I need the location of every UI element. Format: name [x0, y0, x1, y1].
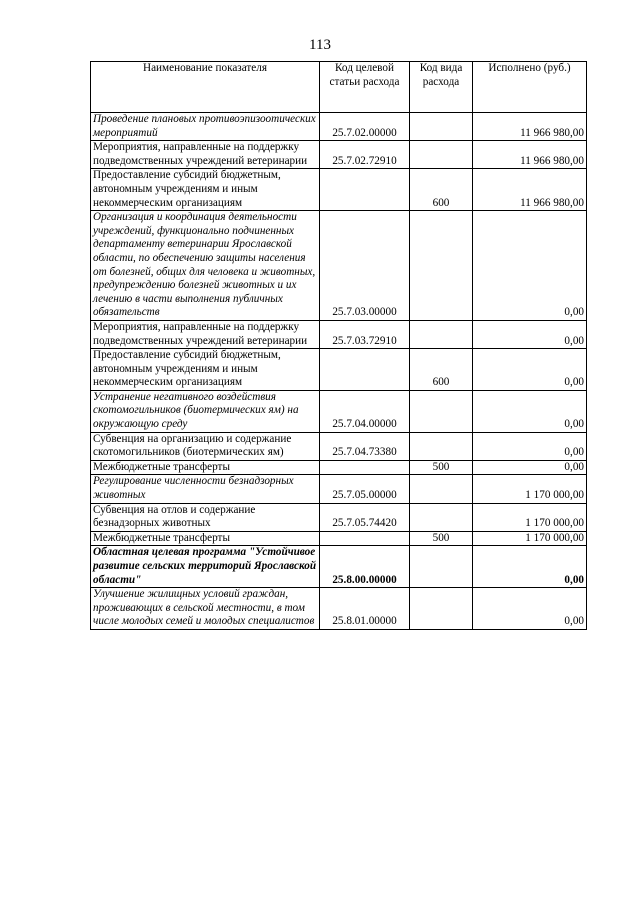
row-name-cell: Улучшение жилищных условий граждан, проживающих в сельской местности, в том числе молодых семей и молодых специалистов: [91, 588, 320, 630]
row-name-cell: Предоставление субсидий бюджетным, автономным учреждениям и иным некоммерческим организациям: [91, 349, 320, 391]
table-row: [91, 475, 587, 503]
table-row: [91, 141, 587, 169]
row-code-cell: [320, 531, 410, 546]
table-row: [91, 390, 587, 432]
row-code-cell: [320, 460, 410, 475]
row-type-cell: [410, 113, 473, 141]
row-code-cell: 25.8.00.00000: [320, 546, 410, 588]
row-name-cell: Межбюджетные трансферты: [91, 460, 320, 475]
row-name-cell: Регулирование численности безнадзорных животных: [91, 475, 320, 503]
row-amount-cell: 0,00: [473, 460, 587, 475]
row-code-cell: 25.7.04.73380: [320, 432, 410, 460]
row-amount-cell: 11 966 980,00: [473, 113, 587, 141]
row-code-cell: 25.7.05.74420: [320, 503, 410, 531]
table-row: [91, 588, 587, 630]
row-type-cell: [410, 475, 473, 503]
row-code-cell: 25.7.05.00000: [320, 475, 410, 503]
row-name-cell: Мероприятия, направленные на поддержку подведомственных учреждений ветеринарии: [91, 141, 320, 169]
row-amount-cell: 0,00: [473, 546, 587, 588]
row-type-cell: 600: [410, 349, 473, 391]
row-amount-cell: 11 966 980,00: [473, 169, 587, 211]
row-code-cell: 25.7.02.72910: [320, 141, 410, 169]
row-amount-cell: 0,00: [473, 211, 587, 321]
table-row: [91, 531, 587, 546]
row-code-cell: 25.7.04.00000: [320, 390, 410, 432]
table-row: [91, 320, 587, 348]
table-row: [91, 503, 587, 531]
row-name-cell: Субвенция на организацию и содержание скотомогильников (биотермических ям): [91, 432, 320, 460]
row-code-cell: 25.7.03.72910: [320, 320, 410, 348]
table-row: [91, 432, 587, 460]
table-row: [91, 211, 587, 321]
row-amount-cell: 1 170 000,00: [473, 475, 587, 503]
row-name-cell: Межбюджетные трансферты: [91, 531, 320, 546]
row-type-cell: 600: [410, 169, 473, 211]
table-row: [91, 546, 587, 588]
row-code-cell: [320, 349, 410, 391]
row-type-cell: [410, 503, 473, 531]
row-type-cell: [410, 588, 473, 630]
row-type-cell: [410, 546, 473, 588]
row-amount-cell: 0,00: [473, 432, 587, 460]
table-row: [91, 460, 587, 475]
table-row: [91, 349, 587, 391]
row-name-cell: Областная целевая программа "Устойчивое развитие сельских территорий Ярославской области": [91, 546, 320, 588]
page-number: 113: [309, 37, 331, 53]
header-type: Код вида расхода: [410, 62, 473, 113]
row-amount-cell: 0,00: [473, 390, 587, 432]
row-amount-cell: 0,00: [473, 588, 587, 630]
row-name-cell: Организация и координация деятельности учреждений, функционально подчиненных департаменту ветеринарии Ярославской области, по обеспечению защиты населения от болезней, общих для человека и животных, предупреждению болезней животных и их лечению в части выполнения публичных обязательств: [91, 211, 320, 321]
header-name: Наименование показателя: [91, 62, 320, 113]
row-name-cell: Устранение негативного воздействия скотомогильников (биотермических ям) на окружающую среду: [91, 390, 320, 432]
row-type-cell: [410, 432, 473, 460]
row-name-cell: Предоставление субсидий бюджетным, автономным учреждениям и иным некоммерческим организациям: [91, 169, 320, 211]
table-body: [91, 113, 587, 630]
row-code-cell: 25.7.03.00000: [320, 211, 410, 321]
header-amount: Исполнено (руб.): [473, 62, 587, 113]
row-type-cell: [410, 211, 473, 321]
row-type-cell: [410, 141, 473, 169]
row-amount-cell: 0,00: [473, 349, 587, 391]
row-amount-cell: 0,00: [473, 320, 587, 348]
row-code-cell: 25.7.02.00000: [320, 113, 410, 141]
row-amount-cell: 1 170 000,00: [473, 503, 587, 531]
budget-table: [90, 61, 587, 630]
row-type-cell: 500: [410, 531, 473, 546]
header-code: Код целевой статьи расхода: [320, 62, 410, 113]
row-type-cell: [410, 320, 473, 348]
table-row: [91, 113, 587, 141]
table-row: [91, 169, 587, 211]
row-amount-cell: 1 170 000,00: [473, 531, 587, 546]
row-amount-cell: 11 966 980,00: [473, 141, 587, 169]
row-type-cell: [410, 390, 473, 432]
row-name-cell: Проведение плановых противоэпизоотических мероприятий: [91, 113, 320, 141]
row-type-cell: 500: [410, 460, 473, 475]
table-header-row: [91, 62, 587, 113]
row-name-cell: Субвенция на отлов и содержание безнадзорных животных: [91, 503, 320, 531]
row-code-cell: [320, 169, 410, 211]
row-code-cell: 25.8.01.00000: [320, 588, 410, 630]
row-name-cell: Мероприятия, направленные на поддержку подведомственных учреждений ветеринарии: [91, 320, 320, 348]
